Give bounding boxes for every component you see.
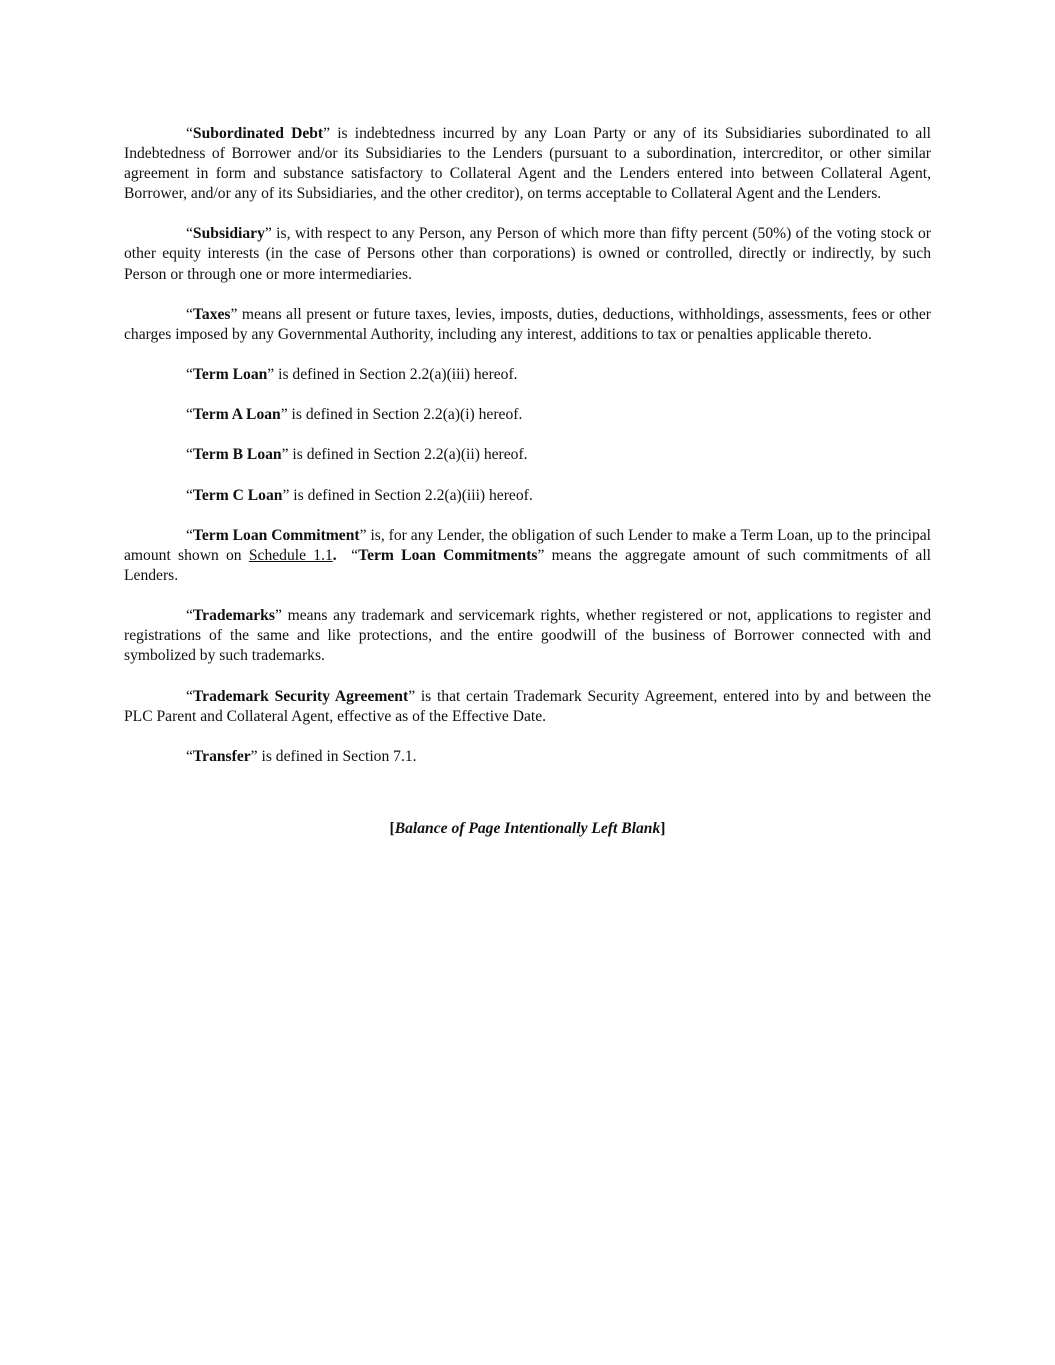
defined-term: Term Loan Commitment bbox=[192, 526, 360, 544]
definition-text: ” is defined in Section 2.2(a)(iii) hereof. bbox=[267, 365, 518, 383]
open-quote: “ bbox=[186, 225, 193, 243]
definition-text: ” is indebtedness incurred by any Loan Party or any of its Subsidiaries subordinated to all Indebtedness of Borrower and/or its Subsidiaries to the Lenders (pursuant to a subordination, intercreditor, or other similar agreement in form and substance satisfactory to Collateral Agent and the Lenders entered into between Collateral Agent, Borrower, and/or any of its Subsidiaries, and the other creditor), on terms acceptable to Collateral Agent and the Lenders. bbox=[124, 125, 931, 203]
defined-term: Trademarks bbox=[192, 607, 275, 625]
defined-term: Term Loan bbox=[192, 365, 268, 383]
open-bracket: [ bbox=[389, 819, 395, 837]
balance-note-text: Balance of Page Intentionally Left Blank bbox=[394, 819, 661, 837]
defined-term-secondary: Term Loan Commitments bbox=[358, 547, 538, 565]
definition-text: ” means any trademark and servicemark rights, whether registered or not, applications to register and registrations of the same and like protections, and the entire goodwill of the business of Borrower connected with and symbolized by such trademarks. bbox=[124, 607, 931, 665]
definition-text: ” is, with respect to any Person, any Person of which more than fifty percent (50%) of the voting stock or other equity interests (in the case of Persons other than corporations) is owned or controlled, directly or indirectly, by such Person or through one or more intermediaries. bbox=[124, 225, 931, 283]
open-quote: “ bbox=[186, 125, 193, 142]
defined-term: Term A Loan bbox=[192, 406, 281, 424]
defined-term: Term B Loan bbox=[192, 446, 282, 464]
bold-period: . bbox=[332, 547, 337, 565]
definition-text: ” is defined in Section 2.2(a)(i) hereof. bbox=[280, 406, 523, 424]
defined-term: Trademark Security Agreement bbox=[192, 687, 409, 705]
definition-text: ” is defined in Section 2.2(a)(iii) hereof. bbox=[282, 486, 533, 504]
open-quote: “ bbox=[186, 747, 193, 765]
close-bracket: ] bbox=[660, 819, 666, 837]
definition-text-quote: “ bbox=[336, 547, 359, 565]
definition-transfer bbox=[124, 747, 931, 767]
open-quote: “ bbox=[186, 446, 193, 464]
open-quote: “ bbox=[186, 526, 193, 544]
definition-subordinated-debt bbox=[124, 124, 931, 204]
open-quote: “ bbox=[186, 305, 193, 323]
definition-term-a-loan bbox=[124, 405, 931, 425]
schedule-reference: Schedule 1.1 bbox=[248, 547, 333, 565]
definition-term-loan bbox=[124, 365, 931, 385]
defined-term: Taxes bbox=[192, 305, 231, 323]
defined-term: Transfer bbox=[192, 747, 251, 765]
open-quote: “ bbox=[186, 486, 193, 504]
definition-term-b-loan bbox=[124, 445, 931, 465]
defined-term: Term C Loan bbox=[192, 486, 283, 504]
definition-taxes bbox=[124, 305, 931, 345]
open-quote: “ bbox=[186, 406, 193, 424]
definition-trademarks bbox=[124, 606, 931, 666]
defined-term: Subsidiary bbox=[192, 225, 265, 243]
definition-subsidiary bbox=[124, 224, 931, 284]
definition-text-continued: ” means the aggregate amount of such commitments of all Lenders. bbox=[124, 547, 931, 585]
definition-text: ” is defined in Section 2.2(a)(ii) hereof. bbox=[281, 446, 528, 464]
definition-term-loan-commitment bbox=[124, 526, 931, 586]
document-page bbox=[124, 124, 931, 839]
open-quote: “ bbox=[186, 607, 193, 625]
definition-term-c-loan bbox=[124, 486, 931, 506]
definition-text: ” is, for any Lender, the obligation of such Lender to make a Term Loan, up to the principal amount shown on bbox=[124, 526, 931, 565]
definition-text: ” means all present or future taxes, levies, imposts, duties, deductions, withholdings, assessments, fees or other charges imposed by any Governmental Authority, including any interest, additions to tax or penalties applicable thereto. bbox=[124, 305, 931, 343]
open-quote: “ bbox=[186, 365, 193, 383]
balance-of-page-note bbox=[124, 819, 931, 839]
defined-term: Subordinated Debt bbox=[192, 125, 324, 142]
definition-text: ” is that certain Trademark Security Agreement, entered into by and between the PLC Parent and Collateral Agent, effective as of the Effective Date. bbox=[124, 687, 931, 725]
open-quote: “ bbox=[186, 687, 193, 705]
definition-trademark-security-agreement bbox=[124, 687, 931, 727]
definition-text: ” is defined in Section 7.1. bbox=[250, 747, 417, 765]
